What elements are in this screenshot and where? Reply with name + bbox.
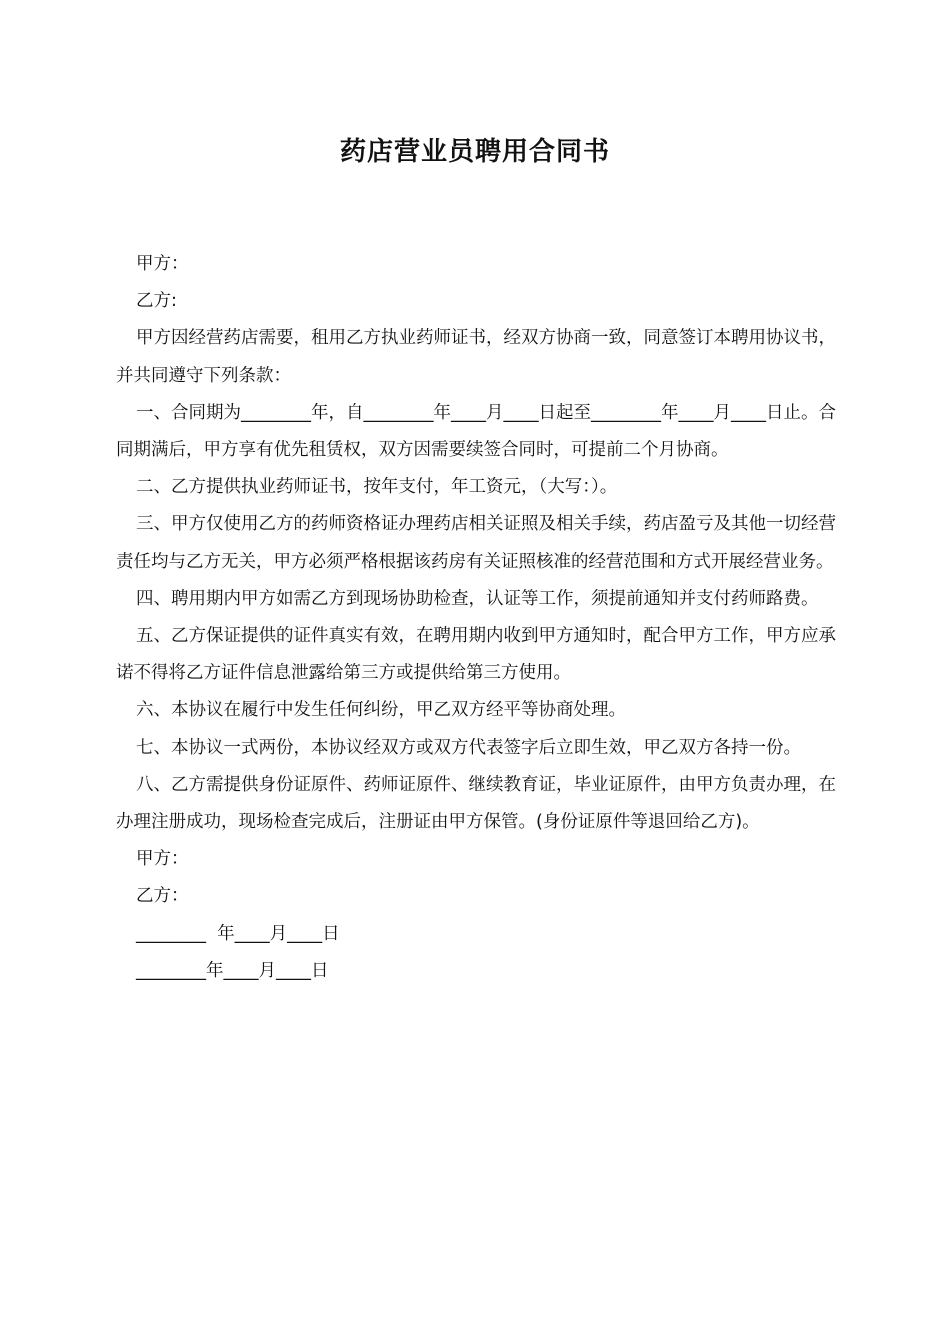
document-body: [116, 246, 836, 990]
clause-8: 八、乙方需提供身份证原件、药师证原件、继续教育证，毕业证原件，由甲方负责办理，在办理注册成功，现场检查完成后，注册证由甲方保管。(身份证原件等退回给乙方)。: [116, 774, 836, 833]
clause-3: 三、甲方仅使用乙方的药师资格证办理药店相关证照及相关手续，药店盈亏及其他一切经营责任均与乙方无关，甲方必须严格根据该药房有关证照核准的经营范围和方式开展经营业务。: [116, 514, 836, 572]
clause-1: 一、合同期为________年，自________年____月____日起至________年____月____日止。合同期满后，甲方享有优先租赁权，双方因需要续签合同时，可提前二个月协商。: [116, 402, 836, 461]
intro-paragraph: 甲方因经营药店需要，租用乙方执业药师证书，经双方协商一致，同意签订本聘用协议书，并共同遵守下列条款：: [116, 328, 836, 386]
clause-2: 二、乙方提供执业药师证书，按年支付，年工资元，（大写：）。: [136, 477, 618, 498]
signature-party-b: 乙方：: [136, 886, 189, 907]
clause-7: 七、本协议一式两份，本协议经双方或双方代表签字后立即生效，甲乙双方各持一份。: [136, 737, 801, 758]
clause-4: 四、聘用期内甲方如需乙方到现场协助检查，认证等工作，须提前通知并支付药师路费。: [136, 588, 819, 609]
party-b-line: 乙方:: [136, 291, 177, 312]
date-line-b: ________年____月____日: [136, 960, 329, 981]
party-a-line: 甲方：: [136, 254, 189, 274]
clause-5: 五、乙方保证提供的证件真实有效，在聘用期内收到甲方通知时，配合甲方工作，甲方应承诺不得将乙方证件信息泄露给第三方或提供给第三方使用。: [116, 626, 836, 684]
date-line-a: ________ 年____月____日: [136, 923, 340, 944]
document-title: 药店营业员聘用合同书: [339, 137, 610, 167]
clause-6: 六、本协议在履行中发生任何纠纷，甲乙双方经平等协商处理。: [136, 700, 626, 721]
signature-party-a: 甲方：: [136, 849, 189, 870]
